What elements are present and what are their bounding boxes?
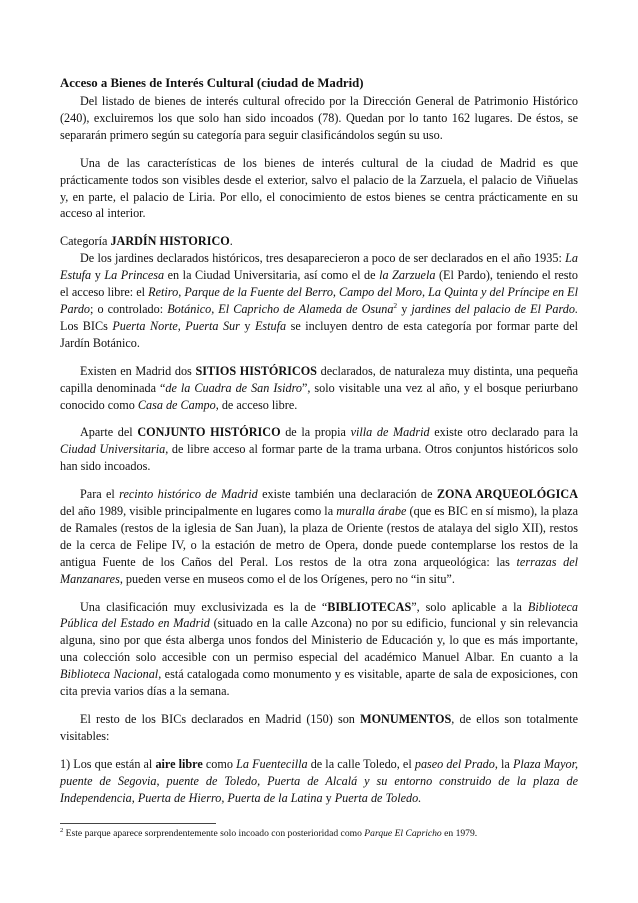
italic-text: Retiro — [148, 285, 179, 300]
italic-text: Casa de Campo — [137, 397, 216, 412]
category-name: JARDÍN HISTORICO — [110, 234, 230, 249]
italic-text: Biblioteca Nacional — [60, 667, 159, 682]
italic-text: terrazas del Manzanares — [60, 554, 579, 586]
text: Este parque aparece sorprendentemente solo incoado con posterioridad como — [63, 828, 365, 839]
italic-text: la Zarzuela — [379, 268, 436, 283]
jardin-paragraph — [60, 250, 578, 351]
italic-text: Puerta de Toledo. — [334, 790, 422, 805]
text: existe también una declaración de — [257, 487, 437, 502]
text: del año 1989, visible principalmente en lugares como la — [60, 504, 337, 519]
bold-text: SITIOS HISTÓRICOS — [195, 363, 317, 378]
italic-text: de la Cuadra de San Isidro — [165, 380, 302, 395]
italic-text: jardines del palacio de El Pardo. — [411, 301, 579, 316]
text: (El Pardo), teniendo el resto el acceso libre: el — [60, 268, 579, 300]
document-body — [60, 75, 578, 807]
conjunto-paragraph — [60, 424, 578, 475]
footnote-divider — [60, 823, 216, 824]
page-title: Acceso a Bienes de Interés Cultural (ciudad de Madrid) — [60, 76, 364, 90]
text: , de acceso libre. — [215, 397, 298, 412]
italic-text: La Fuentecilla — [236, 756, 308, 771]
intro-paragraph-2: Una de las características de los bienes de interés cultural de la ciudad de Madrid es que prácticamente todos son visibles desde el exterior, salvo el palacio de la Zarzuela, el palacio de Viñuelas y, en parte, el palacio de Liria. Por ello, el conocimiento de estos bienes se centra prácticamente en su acceso al interior. — [60, 155, 578, 221]
footnote — [60, 827, 590, 840]
italic-text: recinto histórico de Madrid — [119, 487, 258, 502]
italic-text: Biblioteca Pública del Estado en Madrid — [60, 599, 578, 631]
footnote-reference[interactable]: 2 — [393, 300, 398, 310]
bibliotecas-paragraph — [60, 599, 578, 700]
text: Existen en Madrid dos — [80, 363, 196, 378]
italic-text: Plaza Mayor, puente de Segovia — [60, 756, 579, 788]
text: , está catalogada como monumento y es visitable, aparte de sala de exposiciones, con cita previa varios días a la semana. — [60, 667, 578, 699]
text: como — [202, 756, 237, 771]
aire-libre-paragraph — [60, 756, 578, 807]
text: ”, solo aplicable a la — [411, 599, 528, 614]
italic-text: Botánico, El Capricho de Alameda de Osuna — [167, 301, 394, 316]
text: , de ellos son totalmente visitables: — [60, 712, 578, 743]
text: existe otro declarado para la — [429, 425, 578, 440]
italic-text: La Princesa — [104, 268, 165, 283]
italic-text: La Estufa — [60, 251, 578, 283]
bold-text: BIBLIOTECAS — [327, 599, 412, 614]
italic-text: muralla árabe — [336, 504, 407, 519]
italic-text: paseo del Prado — [414, 756, 495, 771]
text: (que es BIC en sí mismo), la plaza de Ramales (restos de la iglesia de San Juan), la plaza de Oriente (restos de atalaya del siglo XII), restos de la cerca de Felipe IV, o la estación de metro de Opera, donde puede contemplarse los restos de la antigua Fuente de los Caños del Peral. Los restos de la otra zona arqueológica: las — [60, 504, 578, 569]
text: Aparte del — [80, 425, 138, 440]
text: y — [397, 301, 412, 316]
category-label: Categoría — [60, 234, 111, 249]
text: se incluyen dentro de esta categoría por formar parte del Jardín Botánico. — [60, 318, 579, 350]
text: ”, solo visitable una vez al año, y el bosque periurbano conocido como — [60, 380, 579, 412]
text: de la propia — [280, 425, 351, 440]
italic-text: villa de Madrid — [350, 425, 430, 440]
text: Para el — [80, 487, 120, 502]
text: declarados, de naturaleza muy distinta, una pequeña capilla denominada “ — [60, 363, 578, 395]
text: De los jardines declarados históricos, tres desaparecieron a poco de ser declarados en el año 1935: — [80, 251, 566, 266]
zona-paragraph — [60, 486, 578, 587]
text: , la — [494, 756, 513, 771]
italic-text: Parque de la Fuente del Berro, Campo del Moro, La Quinta y del Príncipe en El Pardo — [60, 285, 578, 316]
text: , — [178, 285, 185, 300]
text: en la Ciudad Universitaria, así como el de — [164, 268, 380, 283]
italic-text: Puerta Sur — [185, 318, 240, 333]
text: , de libre acceso al formar parte de la trama urbana. Otros conjuntos históricos solo han sido incoados. — [60, 442, 578, 474]
sitios-paragraph — [60, 363, 578, 414]
text: , — [156, 773, 167, 788]
text: , pueden verse en museos como el de los Orígenes, pero no “in situ”. — [119, 571, 455, 586]
text: ; o controlado: — [90, 301, 168, 316]
bold-text: ZONA ARQUEOLÓGICA — [436, 487, 578, 502]
italic-text: Estufa — [254, 318, 287, 333]
category-end: . — [229, 234, 233, 249]
text: y — [239, 318, 255, 333]
category-jardin-heading — [60, 233, 578, 250]
text: en 1979. — [441, 828, 478, 839]
text: de la calle Toledo, el — [307, 756, 415, 771]
text: El resto de los BICs declarados en Madrid (150) son — [80, 712, 361, 726]
text: Los BICs — [60, 318, 113, 333]
text: Una clasificación muy exclusivizada es la de “ — [80, 599, 328, 614]
text: 1) Los que están al — [60, 756, 156, 771]
intro-paragraph-1: Del listado de bienes de interés cultural ofrecido por la Dirección General de Patrimonio Histórico (240), excluiremos los que solo han sido incoados (78). Quedan por lo tanto 162 lugares. De éstos, se separarán primero según su categoría para seguir clasificándolos según su uso. — [60, 94, 578, 142]
text: , — [177, 318, 186, 333]
italic-text: Parque El Capricho — [364, 828, 442, 839]
text: (situado en la calle Azcona) no por su edificio, funcional y sin relevancia alguna, sino por que ésta alberga unos fondos del Ministerio de Educación y, lo que es más importante, una colección solo accesible con un permiso especial del académico Manuel Albar. En cuanto a la — [60, 616, 579, 665]
bold-text: aire libre — [155, 756, 203, 771]
bold-text: MONUMENTOS — [360, 712, 452, 726]
text: y — [322, 790, 335, 805]
italic-text: puente de Toledo, Puerta de Alcalá y su entorno construido de la plaza de Independencia, Puerta de Hierro, Puerta de la Latina — [60, 773, 579, 805]
bold-text: CONJUNTO HISTÓRICO — [137, 425, 281, 440]
italic-text: Ciudad Universitaria — [60, 442, 166, 457]
monumentos-paragraph — [60, 711, 578, 745]
italic-text: Puerta Norte — [112, 318, 178, 333]
footnote-number: 2 — [60, 827, 64, 834]
text: y — [91, 268, 105, 283]
